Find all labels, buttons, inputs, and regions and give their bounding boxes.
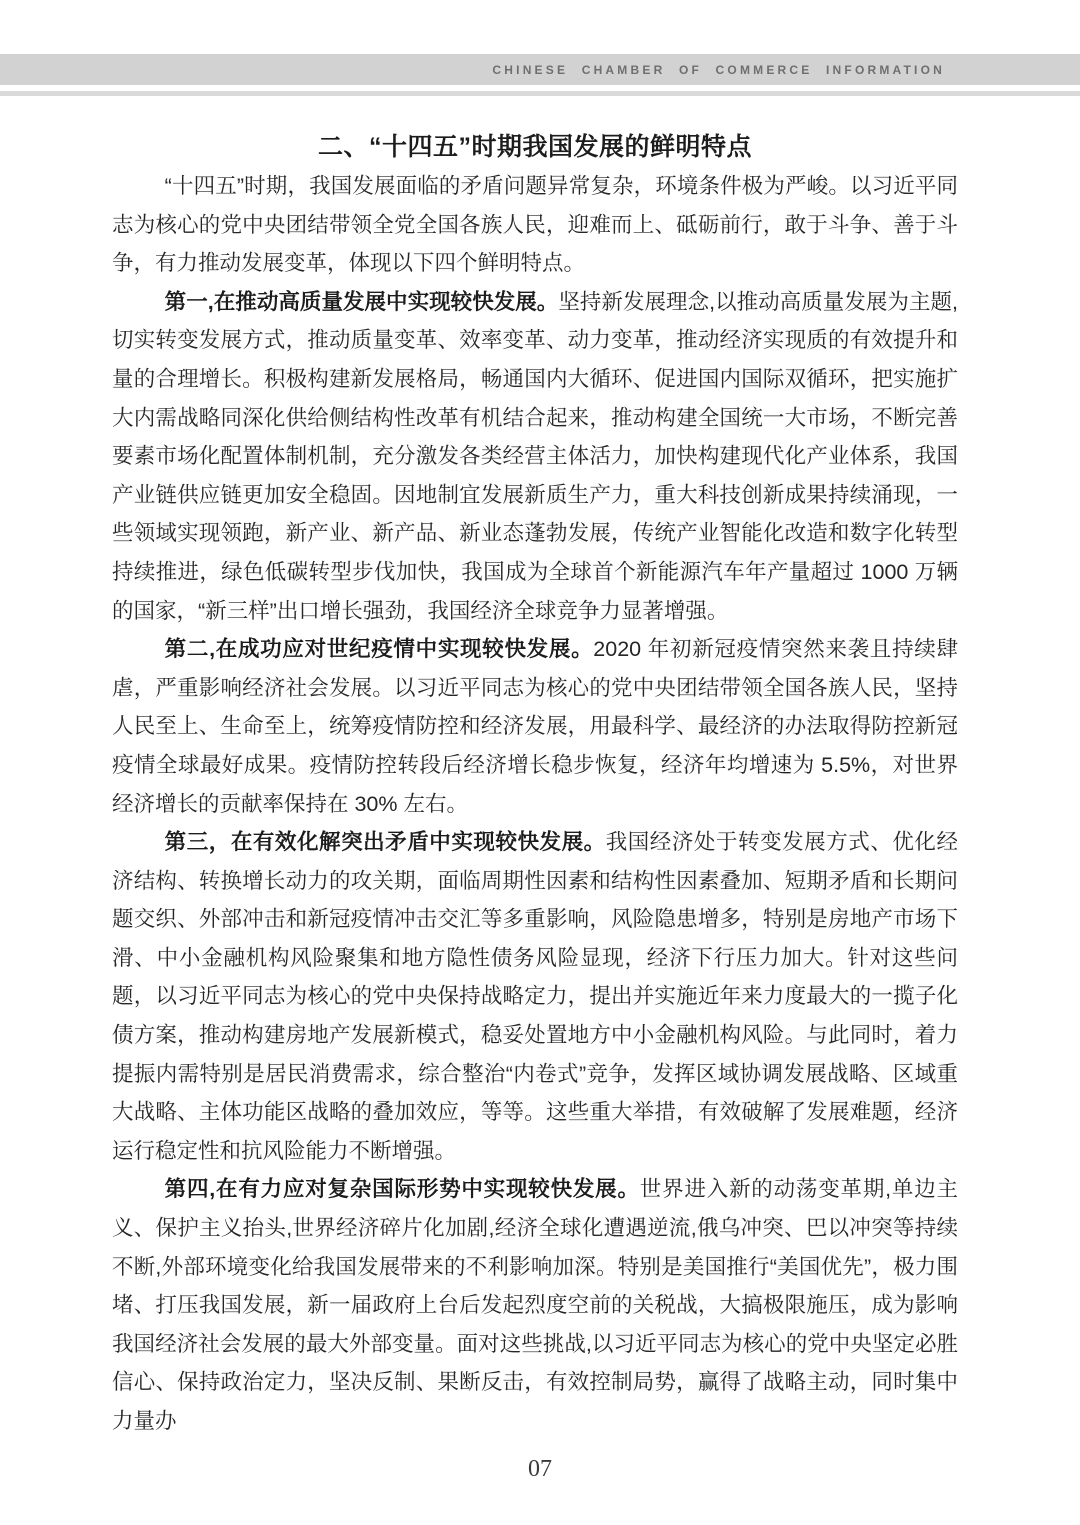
paragraph-lead: 第一,在推动高质量发展中实现较快发展。 [164,289,559,314]
paragraph-text: 世界进入新的动荡变革期,单边主义、保护主义抬头,世界经济碎片化加剧,经济全球化遭遇逆流,俄乌冲突、巴以冲突等持续不断,外部环境变化给我国发展带来的不利影响加深。特别是美国推行“美国优先”，极力围堵、打压我国发展，新一届政府上台后发起烈度空前的关税战，大搞极限施压，成为影响我国经济社会发展的最大外部变量。面对这些挑战,以习近平同志为核心的党中央坚定必胜信心、保持政治定力，坚决反制、果断反击，有效控制局势，赢得了战略主动，同时集中力量办 [112,1177,958,1433]
paragraph-lead: 第二,在成功应对世纪疫情中实现较快发展。 [164,637,594,662]
paragraph-lead: 第四,在有力应对复杂国际形势中实现较快发展。 [164,1177,640,1202]
paragraph [112,283,958,630]
page-footer [0,1456,1080,1483]
page-content [112,96,958,1441]
section-title: 二、“十四五”时期我国发展的鲜明特点 [317,133,752,161]
page-number: 07 [528,1456,552,1482]
header-banner [0,54,1080,85]
header-banner-text: CHINESE CHAMBER OF COMMERCE INFORMATION [492,62,945,77]
paragraph-lead: 第三，在有效化解突出矛盾中实现较快发展。 [164,830,606,855]
paragraph-text: 坚持新发展理念,以推动高质量发展为主题,切实转变发展方式，推动质量变革、效率变革、动力变革，推动经济实现质的有效提升和量的合理增长。积极构建新发展格局，畅通国内大循环、促进国内国际双循环，把实施扩大内需战略同深化供给侧结构性改革有机结合起来，推动构建全国统一大市场，不断完善要素市场化配置体制机制，充分激发各类经营主体活力，加快构建现代化产业体系，我国产业链供应链更加安全稳固。因地制宜发展新质生产力，重大科技创新成果持续涌现，一些领域实现领跑，新产业、新产品、新业态蓬勃发展，传统产业智能化改造和数字化转型持续推进，绿色低碳转型步伐加快，我国成为全球首个新能源汽车年产量超过 1000 万辆的国家，“新三样”出口增长强劲，我国经济全球竞争力显著增强。 [112,289,958,623]
paragraph-text: “十四五”时期，我国发展面临的矛盾问题异常复杂，环境条件极为严峻。以习近平同志为核心的党中央团结带领全党全国各族人民，迎难而上、砥砺前行，敢于斗争、善于斗争，有力推动发展变革，体现以下四个鲜明特点。 [112,174,958,276]
paragraph [112,823,958,1170]
paragraph [112,167,958,283]
paragraph-text: 2020 年初新冠疫情突然来袭且持续肆虐，严重影响经济社会发展。以习近平同志为核心的党中央团结带领全国各族人民，坚持人民至上、生命至上，统筹疫情防控和经济发展，用最科学、最经济的办法取得防控新冠疫情全球最好成果。疫情防控转段后经济增长稳步恢复，经济年均增速为 5.5%，对世界经济增长的贡献率保持在 30% 左右。 [112,637,958,816]
paragraph [112,630,958,823]
paragraph-text: 我国经济处于转变发展方式、优化经济结构、转换增长动力的攻关期，面临周期性因素和结构性因素叠加、短期矛盾和长期问题交织、外部冲击和新冠疫情冲击交汇等多重影响，风险隐患增多，特别是房地产市场下滑、中小金融机构风险聚集和地方隐性债务风险显现，经济下行压力加大。针对这些问题，以习近平同志为核心的党中央保持战略定力，提出并实施近年来力度最大的一揽子化债方案，推动构建房地产发展新模式，稳妥处置地方中小金融机构风险。与此同时，着力提振内需特别是居民消费需求，综合整治“内卷式”竞争，发挥区域协调发展战略、区域重大战略、主体功能区战略的叠加效应，等等。这些重大举措，有效破解了发展难题，经济运行稳定性和抗风险能力不断增强。 [112,830,958,1163]
paragraph [112,1170,958,1440]
document-body [112,167,958,1441]
